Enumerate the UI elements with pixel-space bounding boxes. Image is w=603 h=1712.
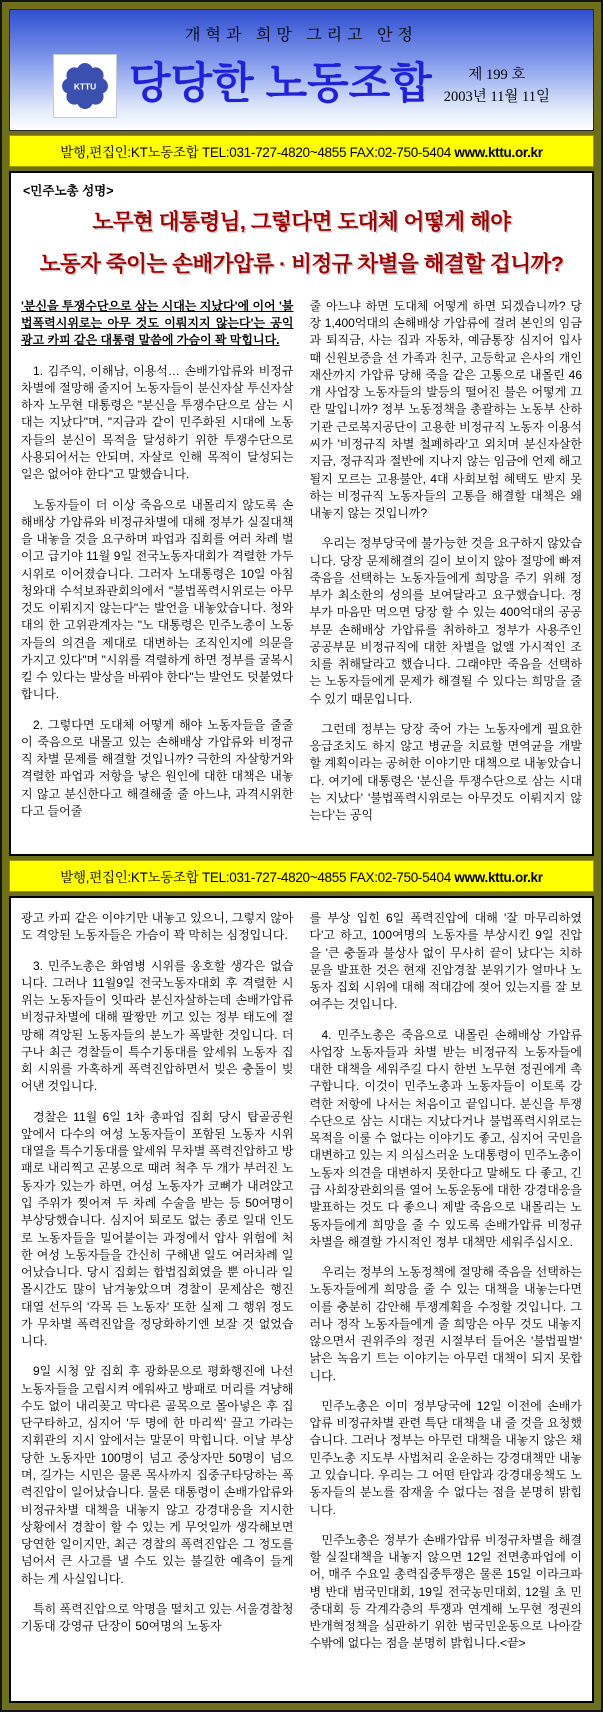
masthead-slogan: 개혁과 희망 그리고 안정: [185, 27, 418, 44]
article-paragraph: 2. 그렇다면 도대체 어떻게 해야 노동자들을 줄줄이 죽음으로 내몰고 있는 손해배상 가압류와 비정규직 차별 문제를 해결할 것입니까? 극한의 자살항거와 격렬한 파업과 저항을 낳은 원인에 대한 대책은 내놓지 않고 분신한다고 해결해줄 줄 아느냐, 과격시위한다고 들어줄: [21, 717, 294, 819]
article-headline: [21, 202, 582, 286]
publisher-bar-2: [9, 860, 594, 892]
column-left-1: [21, 298, 294, 838]
website-url: www.kttu.or.kr: [454, 145, 543, 160]
article-paragraph: 그런데 정부는 당장 죽어 가는 노동자에게 필요한 응급조치도 하지 않고 병균을 치료할 면역균을 개발할 계획이라는 공허한 이야기만 대책으로 내놓았습니다. 여기에 대통령은 '분신을 투쟁수단으로 삼는 시대는 지났다' '불법폭력시위로는 아무것도 이뤄지지 않는다'는 공익: [309, 721, 582, 823]
article-paragraph: 우리는 정부의 노동정책에 절망해 죽음을 선택하는 노동자들에게 희망을 줄 수 있는 대책을 내놓는다면 이를 충분히 감안해 투쟁계획을 수정할 것입니다. 그러나 정작 노동자들에게 줄 희망은 아무 것도 내놓지 않으면서 권위주의 정권 시절부터 들어온 '불법필벌' 낡은 녹음기 트는 이야기는 아무런 대책이 되지 못합니다.: [309, 1265, 582, 1383]
article-columns-2: [21, 910, 582, 1666]
article-section-2: [9, 896, 594, 1703]
publisher-info-2: 발행,편집인:KT노동조합 TEL:031-727-4820~4855 FAX:02-750-5404: [60, 870, 451, 885]
article-paragraph: 우리는 정부당국에 불가능한 것을 요구하지 않았습니다. 당장 문제해결의 길이 보이지 않아 절망에 빠져 죽음을 선택하는 노동자들에게 희망을 주기 위해 정부가 최소한의 성의를 보여달라고 요구했습니다. 정부가 마음만 먹으면 당장 할 수 있는 400억대의 공공부문 손해배상 가압류를 취하하고 정부가 사용주인 공공부문 비정규직에 대한 차별을 없앨 가시적인 조치를 취해달라고 했습니다. 그래야만 죽음을 선택하는 노동자들에게 문제가 해결될 수 있다는 희망을 줄 수 있기 때문입니다.: [309, 536, 582, 706]
headline-line-1: 노무현 대통령님, 그렇다면 도대체 어떻게 해야: [92, 210, 511, 234]
kttu-logo: [53, 54, 117, 118]
newsletter-title: 당당한 노동조합: [129, 59, 432, 108]
masthead-row: [16, 54, 587, 118]
column-right-2: [310, 910, 583, 1666]
statement-label: <민주노총 성명>: [23, 184, 114, 198]
issue-info: [444, 64, 550, 109]
article-paragraph: 9일 시청 앞 집회 후 광화문으로 평화행진에 나선 노동자들을 고립시켜 에워싸고 방패로 머리를 겨냥해 수도 없이 내리꽂고 막다른 골목으로 몰아넣은 후 집단구타하고, 심지어 '두 명에 한 마리씩' 끌고 가라는 지휘관의 지시 앞에서는 말문이 막힙니다. 이날 부상당한 노동자만 100명이 넘고 중상자만 50명이 넘으며, 길가는 시민은 물론 목사까지 집중구타당하는 폭력진압이 일어났습니다. 물론 대통령이 손배가압류와 비정규차별 대책을 내놓지 않고 강경대응을 지시한 상황에서 경찰이 할 수 있는 게 무엇일까 생각해보면 당연한 일이지만, 최근 경찰의 폭력진압은 그 정도를 넘어서 큰 사고를 낼 수도 있는 불길한 예측이 들게 하는 게 사실입니다.: [21, 1364, 294, 1586]
issue-number: 제 199 호: [468, 66, 526, 83]
article-paragraph: 3. 민주노총은 화염병 시위를 옹호할 생각은 없습니다. 그러나 11월9일 전국노동자대회 후 격렬한 시위는 노동자들이 잇따라 분신자살하는데 손배가압류 비정규차별에 대해 팔짱만 끼고 있는 정부 태도에 절망해 격앙된 노동자들의 분노가 폭발한 것입니다. 더구나 최근 경찰들이 특수기동대를 앞세워 노동자 집회 시위를 가혹하게 폭력진압하면서 빚은 충돌이 빚어낸 것입니다.: [21, 958, 294, 1094]
column-left-2: [21, 910, 294, 1666]
logo-text: KTTU: [73, 81, 97, 92]
article-paragraph: 1. 김주익, 이해남, 이용석… 손배가압류와 비정규차별에 절망해 줄지어 노동자들이 분신자살 투신자살하자 노무현 대통령은 "분신을 투쟁수단으로 삼는 시대는 지났다"며, "지금과 같이 민주화된 시대에 노동자들의 분신이 목적을 달성하기 위한 투쟁수단으로 사용되어서는 안되며, 자살로 인해 목적이 달성되는 일은 없어야 한다"고 말했습니다.: [21, 363, 294, 482]
publisher-info: 발행,편집인:KT노동조합 TEL:031-727-4820~4855 FAX:02-750-5404: [60, 145, 451, 160]
article-paragraph: 를 부상 입힌 6일 폭력진압에 대해 '잘 마무리하였다'고 하고, 100여명의 노동자를 부상시킨 9일 진압을 '큰 충돌과 불상사 없이 무사히 끝이 났다'는 치하문을 발표한 것은 현재 진압경찰 분위기가 얼마나 노동자 집회 시위에 대해 적대감에 젖어 있는지를 잘 보여주는 것입니다.: [309, 911, 582, 1012]
website-url-2: www.kttu.or.kr: [454, 870, 543, 885]
publisher-bar: [9, 135, 594, 167]
article-paragraph: 광고 카피 같은 이야기만 내놓고 있으니, 그렇지 않아도 격앙된 노동자들은 가슴이 꽉 막히는 심정입니다.: [21, 911, 294, 943]
masthead: [9, 9, 594, 131]
article-section-1: [9, 171, 594, 856]
column-right-1: [310, 298, 583, 838]
intro-paragraph: '분신을 투쟁수단으로 삼는 시대는 지났다'에 이어 '불법폭력시위로는 아무 것도 이뤄지지 않는다'는 공익광고 카피 같은 대통령 말씀에 가슴이 꽉 막힙니다.: [21, 298, 294, 348]
article-paragraph: 특히 폭력진압으로 악명을 떨치고 있는 서울경찰청 기동대 강영규 단장이 50여명의 노동자: [21, 1601, 294, 1634]
article-paragraph: 줄 아느냐 하면 도대체 어떻게 하면 되겠습니까? 당장 1,400억대의 손해배상 가압류에 걸려 본인의 임금과 퇴직금, 사는 집과 자동차, 예금통장 심지어 입사 때 신원보증을 선 가족과 친구, 고등학교 은사의 개인 재산까지 가압류 당해 죽을 같은 고통으로 내몰린 46개 사업장 노동자들의 발등의 떨어진 불은 어떻게 끄란 말입니까? 정부 노동정책을 총괄하는 노동부 산하기관 근로복지공단이 고용한 비정규직 노동자 이용석씨가 '비정규직 차별 철폐하라'고 외치며 분신자살한 지금, 정규직과 절반에 지나지 않는 임금에 언제 해고될지 모르는 고용불안, 4대 사회보험 혜택도 받지 못하는 비정규직 노동자들의 고통을 해결할 대책은 왜 내놓지 않는 것입니까?: [309, 298, 582, 521]
article-columns-1: [21, 298, 582, 838]
flower-icon: [57, 58, 113, 114]
issue-date: 2003년 11월 11일: [443, 89, 550, 105]
article-paragraph: 경찰은 11월 6일 1차 총파업 집회 당시 탑골공원 앞에서 다수의 여성 노동자들이 포함된 노동자 시위대열을 특수기동대를 앞세워 무차별 폭력진압하고 방패로 내리찍고 곤봉으로 때려 척추 두 개가 부러진 노동자가 있는가 하면, 여성 노동자가 코뼈가 내려앉고 입 주위가 찢어져 두 차례 수술을 받는 등 50여명이 부상당했습니다. 심지어 퇴로도 없는 종로 일대 인도로 노동자들을 밀어붙이는 과정에서 압사 위험에 처한 여성 노동자들을 간신히 구해낸 일도 여러차례 일어났습니다. 당시 집회는 합법집회였을 뿐 아니라 일몰시간도 많이 남겨놓았으며 경찰이 문제삼은 행진 대열 선두의 '각목 든 노동자' 또한 실제 그 행위 정도가 무차별 폭력진압을 정당화하기엔 보잘 것 없었습니다.: [21, 1109, 294, 1349]
headline-line-2: 노동자 죽이는 손배가압류 · 비정규 차별을 해결할 겁니까?: [39, 251, 564, 276]
article-paragraph: 민주노총은 정부가 손배가압류 비정규차별을 해결할 실질대책을 내놓지 않으면 12일 전면총파업에 이어, 매주 수요일 총력집중투쟁은 물론 15일 이라크파병 반대 범국민대회, 19일 전국농민대회, 12월 초 민중대회 등 각계각층의 투쟁과 연계해 노무현 정권의 반개혁정책을 심판하기 위한 범국민운동으로 나아갈 수밖에 없다는 점을 분명히 밝힙니다.<끝>: [309, 1532, 582, 1651]
article-paragraph: 민주노총은 이미 정부당국에 12일 이전에 손배가압류 비정규차별 관련 특단 대책을 내 줄 것을 요청했습니다. 그러나 정부는 아무런 대책을 내놓지 않은 채 민주노총 지도부 사법처리 운운하는 강경대책만 내놓고 있습니다. 우리는 그 어떤 탄압과 강경대응책도 노동자들의 분노를 잠재울 수 없다는 점을 분명히 밝힙니다.: [309, 1398, 582, 1517]
article-paragraph: 4. 민주노총은 죽음으로 내몰린 손해배상 가압류 사업장 노동자들과 차별 받는 비정규직 노동자들에 대한 대책을 세워주길 다시 한번 노무현 정권에게 촉구합니다. 이것이 민주노총과 노동자들이 이토록 강력한 저항에 나서는 처음이고 끝입니다. 분신을 투쟁수단으로 삼는 시대는 지났다거나 불법폭력시위로는 목적을 이룰 수 없다는 이야기도 좋고, 심지어 국민을 대변하고 있는 지 의심스러운 노대통령이 민주노총이 노동자 의견을 대변하지 못한다고 말해도 다 좋고, 긴급 사회장관회의를 열어 노동운동에 대한 강경대응을 발표하는 것도 다 좋으니 제발 죽음으로 내몰리는 노동자들에게 희망을 줄 수 있도록 손배가압류 비정규차별을 해결할 가시적인 정부 대책만 세워주십시오.: [309, 1027, 582, 1249]
article-paragraph: 노동자들이 더 이상 죽음으로 내몰리지 않도록 손해배상 가압류와 비정규차별에 대해 정부가 실질대책을 내놓을 것을 요구하며 파업과 집회를 여러 차례 벌이고 급기야 11월 9일 전국노동자대회가 격렬한 가두시위로 이어졌습니다. 그러자 노대통령은 10일 아침 청와대 수석보좌관회의에서 "불법폭력시위로는 아무것도 이뤄지지 않는다"는 발언을 내놓았습니다. 청와대의 한 고위관계자는 "노 대통령은 민주노총이 노동자들의 의견을 제대로 대변하는 조직인지에 의문을 가지고 있다"며 "시위를 격렬하게 하면 정부를 굴복시킬 수 있다는 발상을 바꿔야 한다"는 발언도 덧붙였다 합니다.: [21, 497, 294, 702]
